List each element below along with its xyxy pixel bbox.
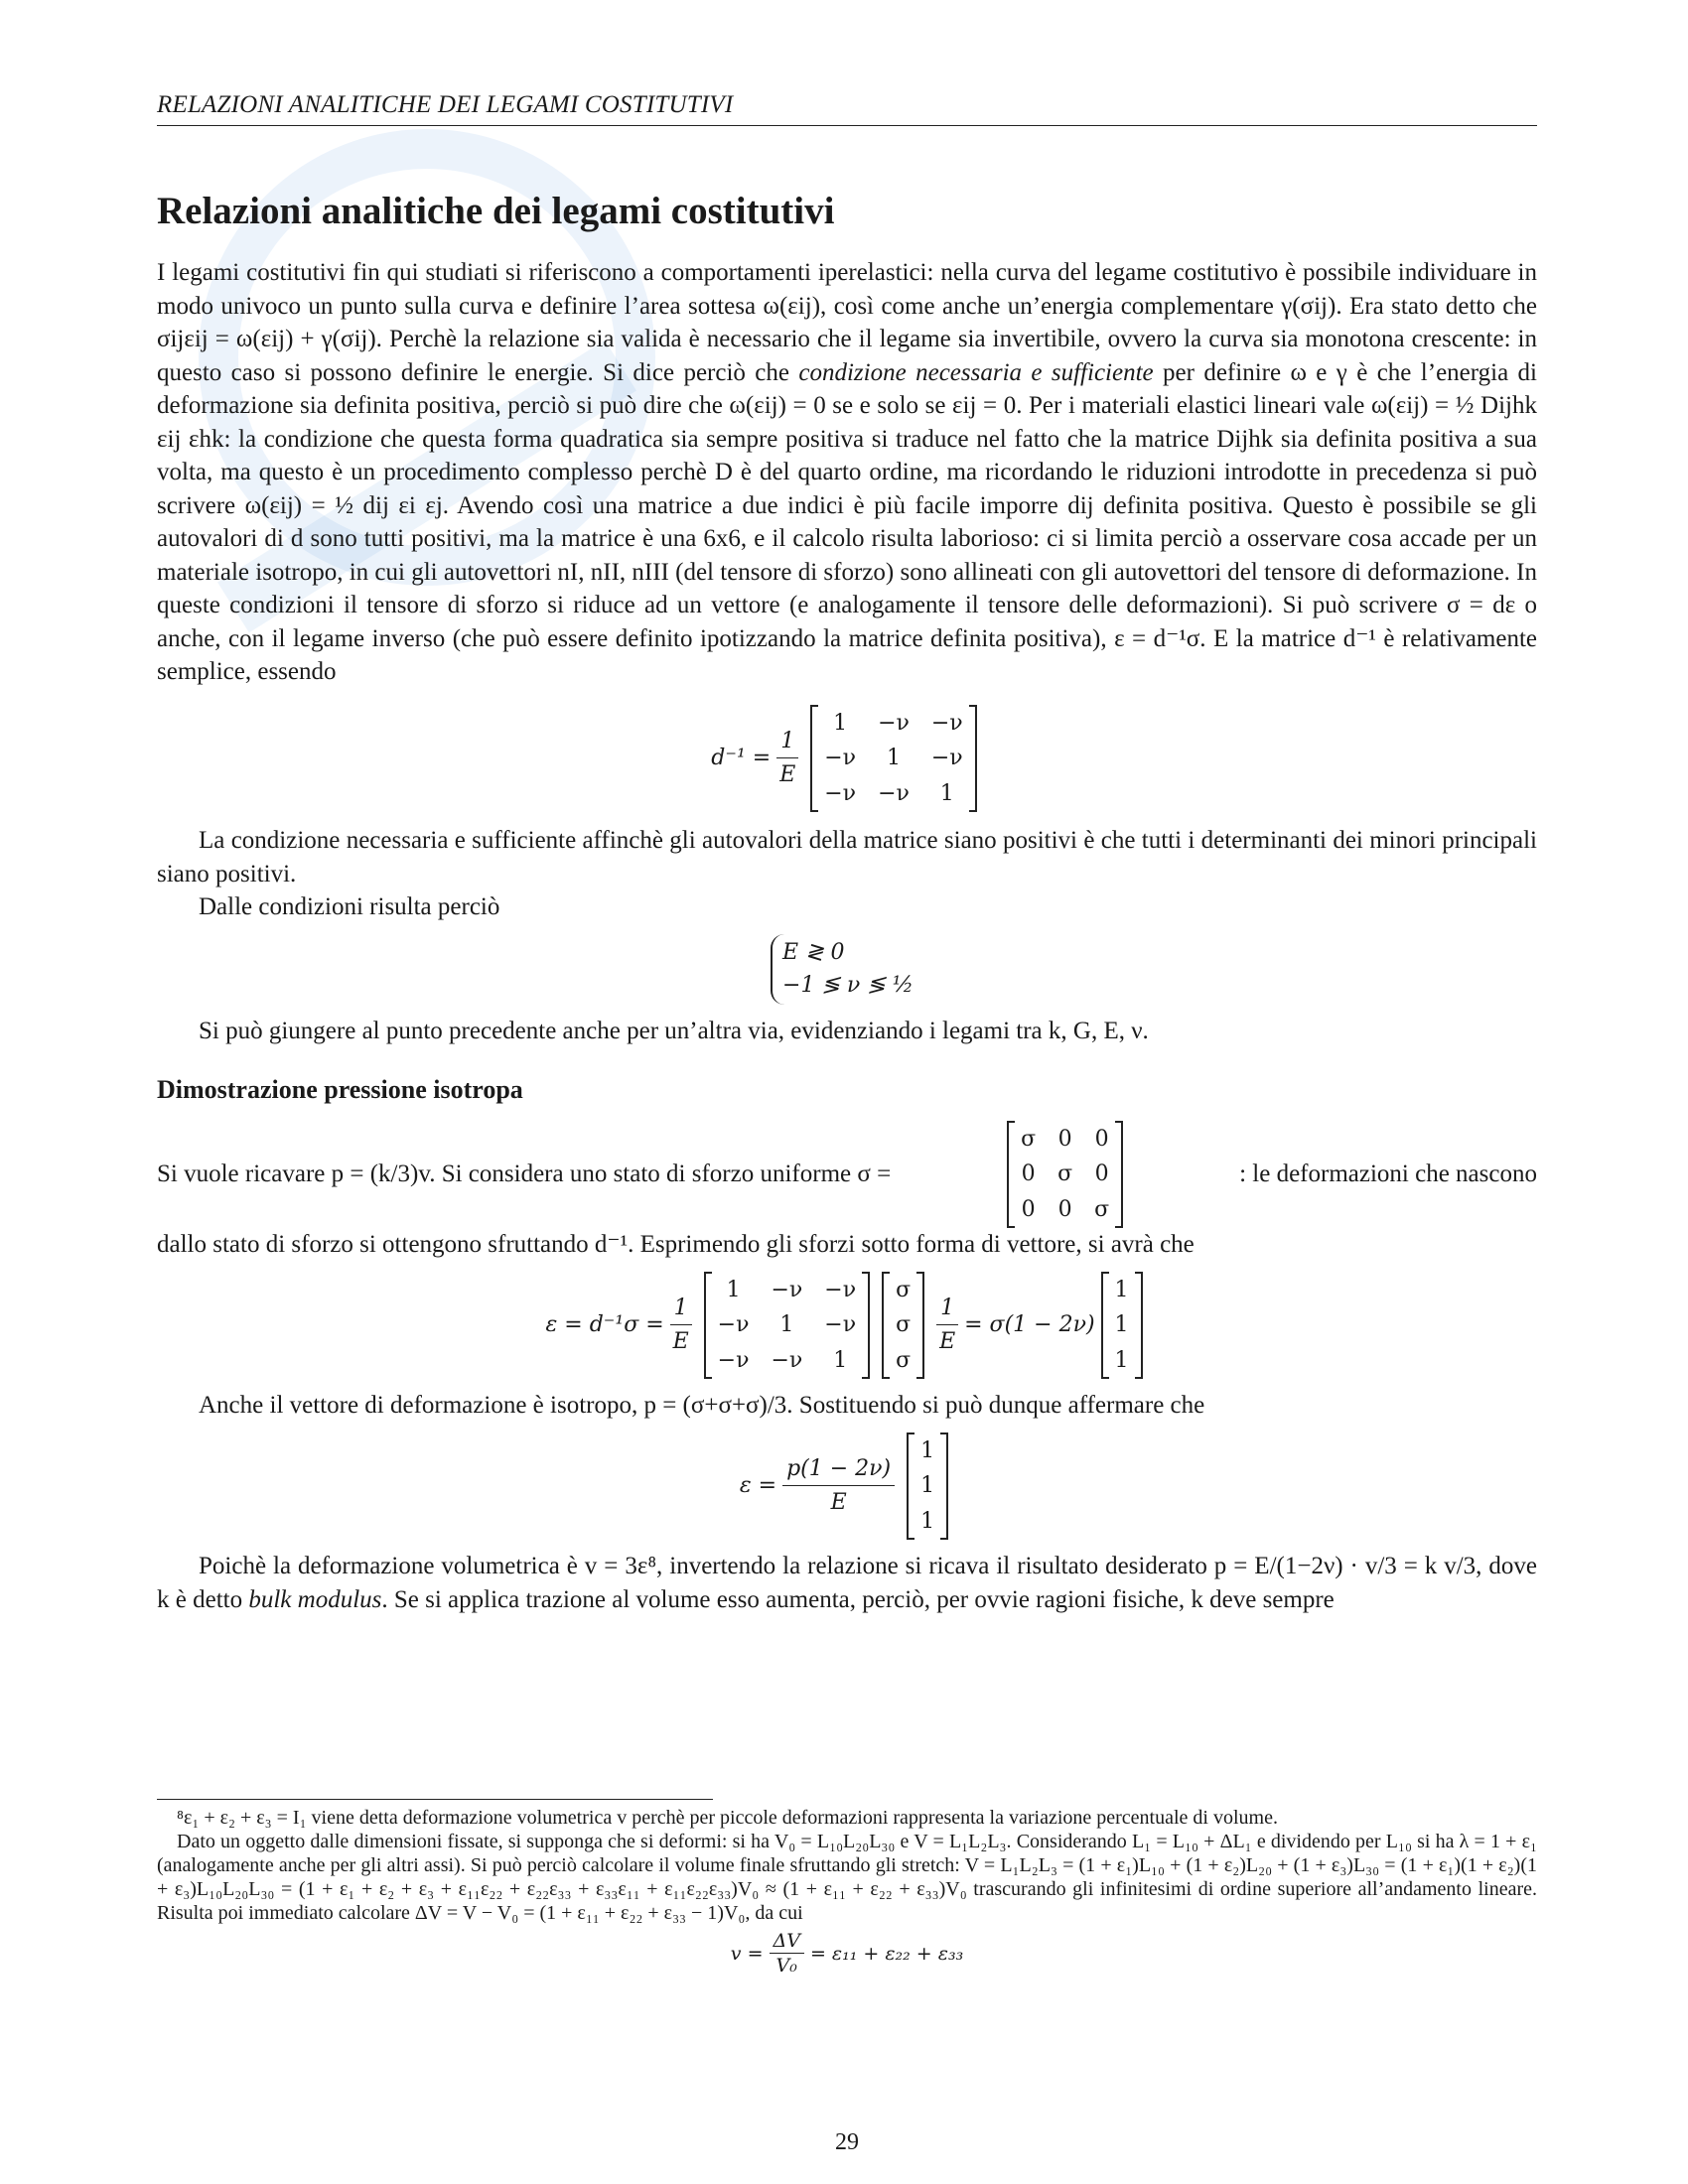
footnote-equation: v = $\frac{\Delta V}{\text{V₀}}$ = ε₁₁ + ε₂₂ + ε₃₃ [730,1930,964,1977]
paragraph: Si può giungere al punto precedente anche per un’altra via, evidenziando i legami tra k, G, E, ν. [199,1017,1149,1044]
equation-epsilon-p: ε = $\frac{p(1 - 2\nu)}{E}$ 1 1 1 [157,1433,1537,1541]
subsection-title: Dimostrazione pressione isotropa [157,1075,523,1104]
paragraph: La condizione necessaria e sufficiente affinchè gli autovalori della matrice siano positivi è che tutti i determinanti dei minori principali siano positivi. [157,827,1537,887]
paragraph: Poichè la deformazione volumetrica è v = 3ε⁸, invertendo la relazione si ricava il risultato desiderato p = E/(1−2ν) · v/3 = k v/3, dove k è detto bulk modulus. Se si applica trazione al volume esso aumenta, perciò, per ovvie ragioni fisiche, k deve sempre [157,1553,1537,1613]
equation-system: E ≷ 0 −1 ≶ ν ≶ ½ [157,934,1537,1005]
section-title: Relazioni analitiche dei legami costitutivi [157,190,835,232]
page-number: 29 [835,2129,859,2155]
footnote: ⁸ε₁ + ε₂ + ε₃ = I₁ viene detta deformazione volumetrica v perchè per piccole deformazioni rappresenta la variazione percentuale di volume. [177,1807,1278,1829]
running-header: RELAZIONI ANALITICHE DEI LEGAMI COSTITUTIVI [157,91,1537,126]
footnote-rule [157,1799,713,1800]
matrix-dinv: 1 −ν −ν −ν 1 −ν −ν −ν 1 [810,705,976,813]
equation-dinv: d⁻¹ = $\frac{1}{E}$ 1 −ν −ν −ν 1 −ν −ν −ν 1 [157,705,1537,813]
main-text [157,256,1537,1616]
equation-epsilon: ε = d⁻¹σ = $\frac{1}{E}$ 1 −ν −ν −ν 1 −ν −ν −ν 1 σ σ σ $\frac{1}{E}$ = σ(1 − 2ν) 1 1 1 [157,1272,1537,1380]
footnote: Dato un oggetto dalle dimensioni fissate, si supponga che si deformi: si ha V₀ = L₁₀L₂₀L₃₀ e V = L₁L₂L₃. Considerando L₁ = L₁₀ + ΔL₁ e dividendo per L₁₀ si ha λ = 1 + ε₁ (analogamente anche per gli altri assi). Si può perciò calcolare il volume finale sfruttando gli stretch: V = L₁L₂L₃ = (1 + ε₁)L₁₀ + (1 + ε₂)L₂₀ + (1 + ε₃)L₃₀ = (1 + ε₁)(1 + ε₂)(1 + ε₃)L₁₀L₂₀L₃₀ = (1 + ε₁ + ε₂ + ε₃ + ε₁₁ε₂₂ + ε₂₂ε₃₃ + ε₃₃ε₁₁ + ε₁₁ε₂₂ε₃₃)V₀ ≈ (1 + ε₁₁ + ε₂₂ + ε₃₃)V₀ trascurando gli infinitesimi di ordine superiore all’andamento lineare. Risulta poi immediato calcolare ΔV = V − V₀ = (1 + ε₁₁ + ε₂₂ + ε₃₃ − 1)V₀, da cui [157,1831,1537,1924]
paragraph: Anche il vettore di deformazione è isotropo, p = (σ+σ+σ)/3. Sostituendo si può dunque affermare che [199,1392,1205,1419]
matrix-sigma: σ 0 0 0 σ 0 0 0 σ [1007,1121,1123,1229]
footnotes [157,1799,1537,1981]
paragraph: I legami costitutivi fin qui studiati si riferiscono a comportamenti iperelastici: nella curva del legame costitutivo è possibile individuare in modo univoco un punto sulla curva e definire l’area sottesa ω(εij), così come anche un’energia complementare γ(σij). Era stato detto che σijεij = ω(εij) + γ(σij). Perchè la relazione sia valida è necessario che il legame sia invertibile, ovvero la curva sia monotona crescente: in questo caso si possono definire le energie. Si dice perciò che condizione necessaria e sufficiente per definire ω e γ è che l’energia di deformazione sia definita positiva, perciò si può dire che ω(εij) = 0 se e solo se εij = 0. Per i materiali elastici lineari vale ω(εij) = ½ Dijhk εij εhk: la condizione che questa forma quadratica sia sempre positiva si traduce nel fatto che la matrice Dijhk sia definita positiva a sua volta, ma questo è un procedimento complesso perchè D è del quarto ordine, ma ricordando le riduzioni introdotte in precedenza si può scrivere ω(εij) = ½ dij εi εj. Avendo così una matrice a due indici è più facile imporre dij definita positiva. Questo è possibile se gli autovalori di d sono tutti positivi, ma la matrice è una 6x6, e il calcolo risulta laborioso: ci si limita perciò a osservare cosa accade per un materiale isotropo, in cui gli autovettori nI, nII, nIII (del tensore di sforzo) sono allineati con gli autovettori del tensore di deformazione. In queste condizioni il tensore di sforzo si riduce ad un vettore (e analogamente il tensore delle deformazioni). Si può scrivere σ = dε o anche, con il legame inverso (che può essere definito ipotizzando la matrice definita positiva), ε = d⁻¹σ. E la matrice d⁻¹ è relativamente semplice, essendo [157,259,1538,685]
paragraph: Si vuole ricavare p = (k/3)v. Si considera uno stato di sforzo uniforme σ = σ 0 0 0 σ 0 0 0 σ : le deformazioni che nascono [157,1121,1537,1229]
paragraph: dallo stato di sforzo si ottengono sfruttando d⁻¹. Esprimendo gli sforzi sotto forma di vettore, si avrà che [157,1231,1195,1258]
paragraph: Dalle condizioni risulta perciò [199,893,500,920]
